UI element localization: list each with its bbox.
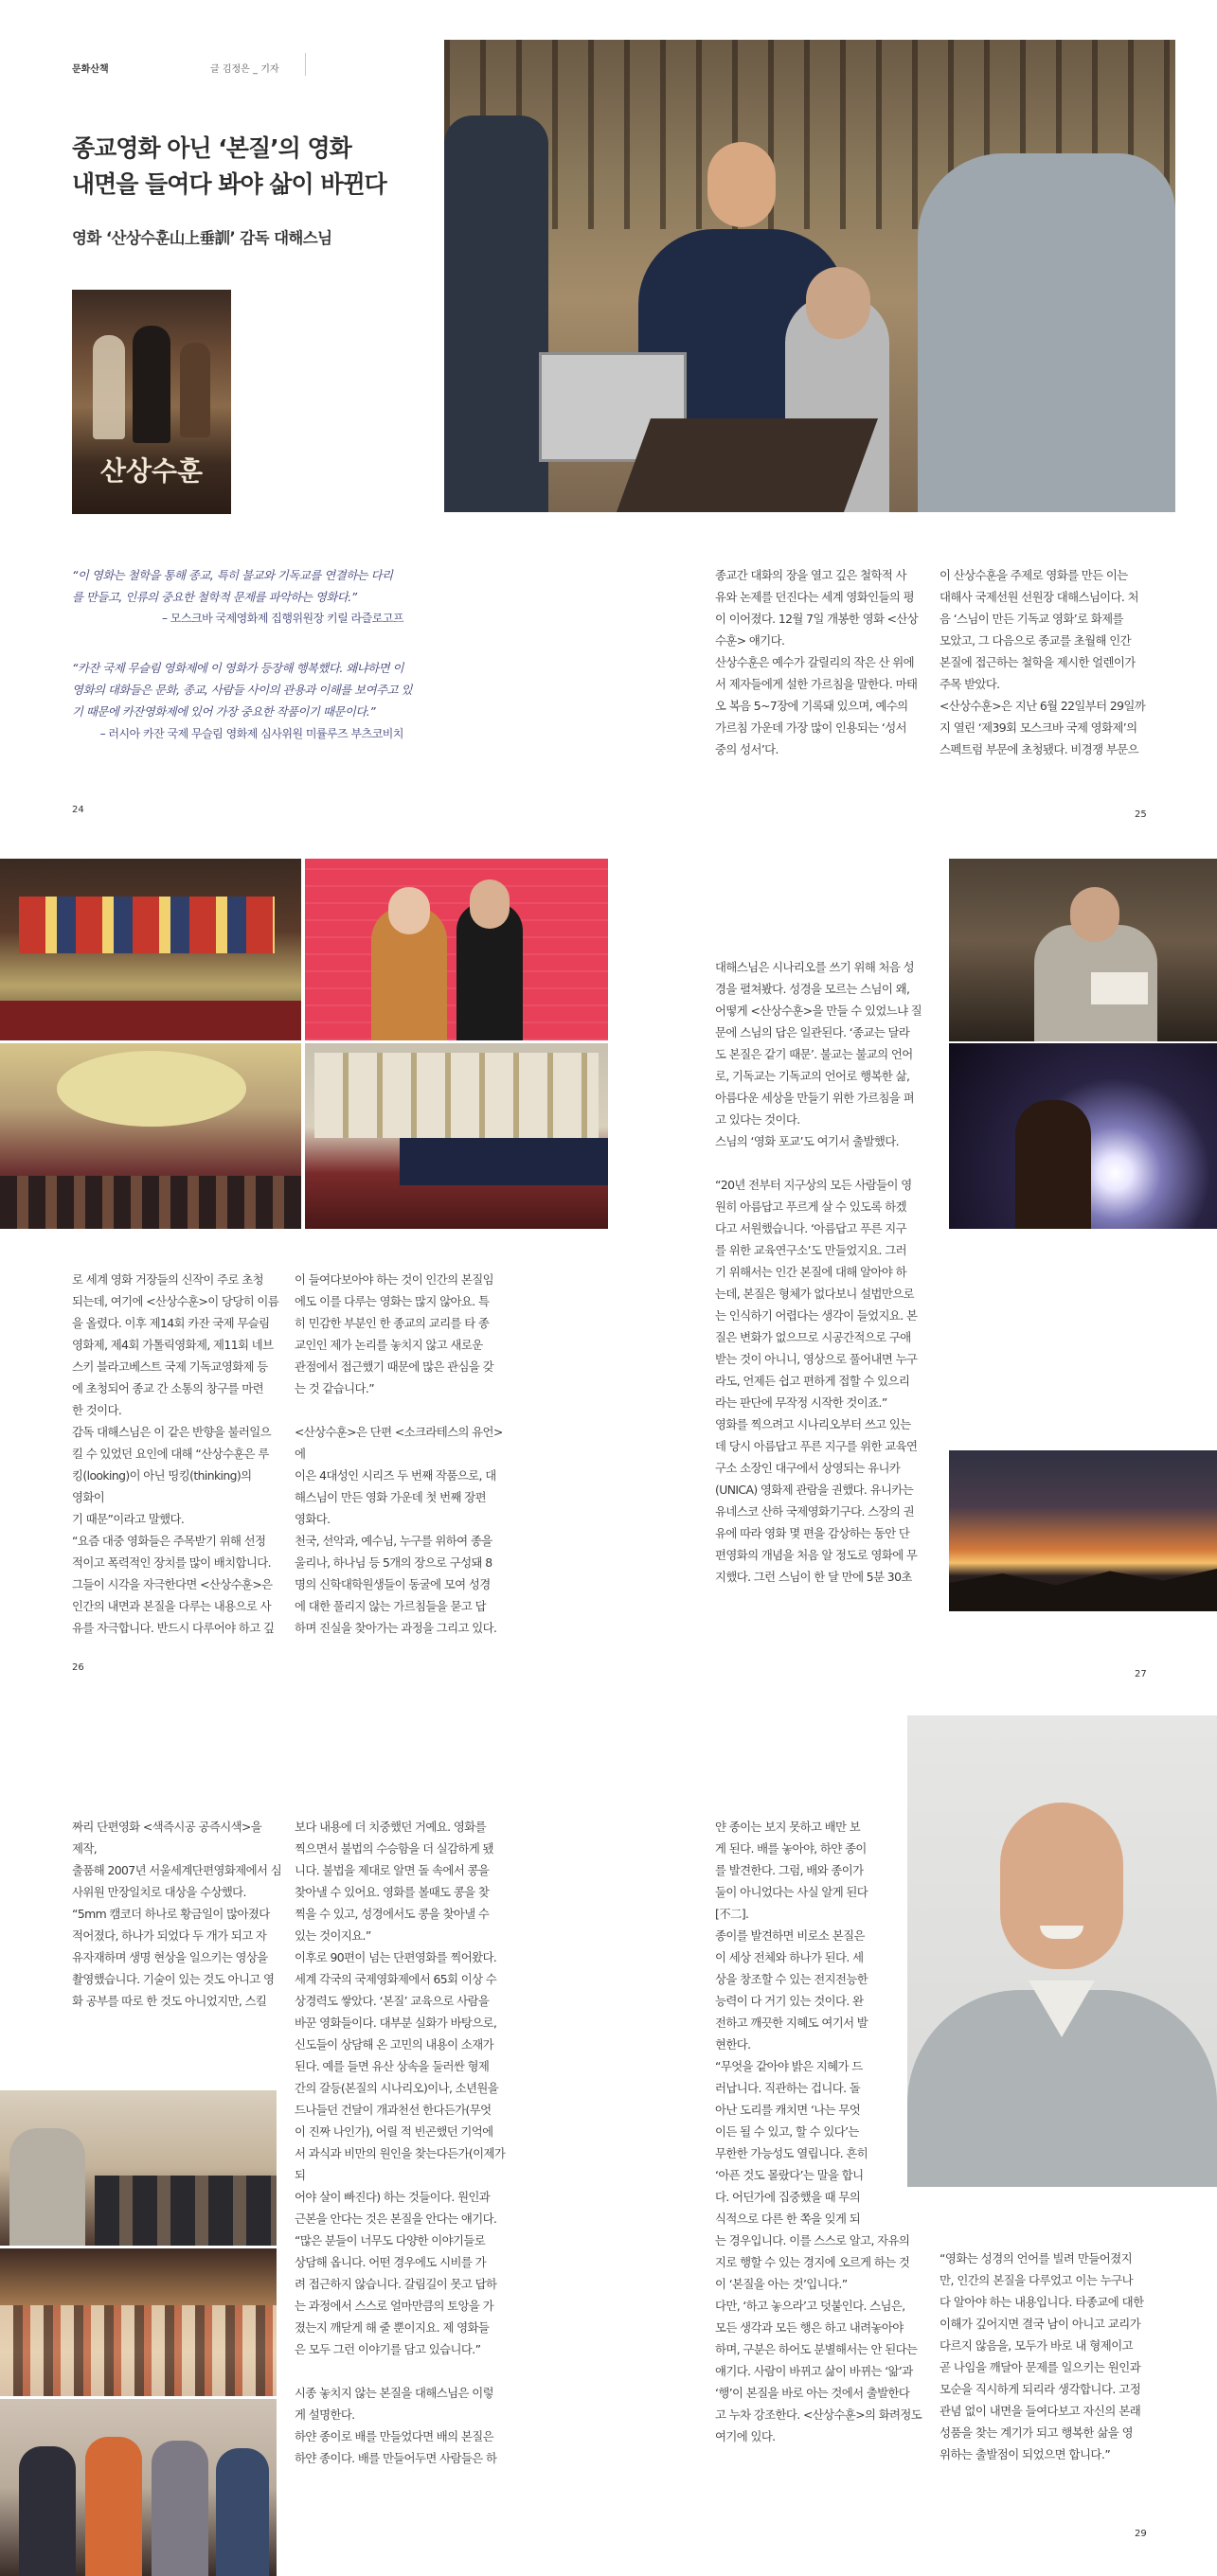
photo-award-group <box>0 2399 277 2576</box>
poster-title: 산상수훈 <box>99 455 204 487</box>
p29-pull-quote: “영화는 성경의 언어를 빌려 만들어졌지 만, 인간의 본질을 다루었고 이는 누구나 다 알아야 하는 내용입니다. 타종교에 대한 이해가 깊어지면 결국 남이 아니고 교리가 다르지 않음을, 모두가 바로 내 형제이고 곧 나임을 깨달아 문제를 일으키는 원인과 모순을 직시하게 되리라 생각합니다. 고정 관념 없이 내면을 들여다보고 자신의 본래 성품을 찾는 계기가 되고 행복한 삶을 영 위하는 출발점이 되었으면 합니다.” <box>940 2251 1144 2461</box>
headline-line-2: 내면을 들여다 봐야 삶이 바뀐다 <box>72 170 386 198</box>
photo-sunset <box>949 1450 1217 1611</box>
photo-theater-lobby <box>0 859 301 1040</box>
photo-portrait-monk <box>907 1715 1217 2187</box>
byline-name: 김정은 <box>222 64 250 75</box>
lobby-floor <box>0 1001 301 1040</box>
page-number-26: 26 <box>72 1662 84 1673</box>
award-person-1 <box>19 2446 76 2576</box>
p28-column-1: 짜리 단편영화 <색즉시공 공즉시색>을 제작, 출품해 2007년 서울세계단편영화제에서 심 사위원 만장일치로 대상을 수상했다. “5mm 캠코더 하나로 황금일이 많아졌다 적어졌다, 하나가 되었다 두 개가 되고 자 유자재하며 생명 현상을 일으키는 영상을 촬영했습니다. 기술이 있는 것도 아니고 영 화 공부를 따로 한 것도 아니었지만, 스킬 <box>72 1820 282 2008</box>
carpet-actor-head <box>470 879 510 929</box>
portrait-smile <box>1040 1926 1083 1939</box>
hall-audience <box>0 1176 301 1229</box>
poster-figure-left <box>93 335 125 439</box>
poster-figure-right <box>180 343 210 437</box>
subhead: 영화 ‘산상수훈山上垂訓’ 감독 대해스님 <box>72 229 332 247</box>
sunset-ridge <box>949 1564 1217 1611</box>
photo-nun-large <box>918 153 1175 512</box>
seminar-monk <box>9 2128 85 2246</box>
page-number-27: 27 <box>1135 1669 1147 1679</box>
header-divider <box>305 53 306 76</box>
photo-man-head <box>707 142 776 227</box>
p29-column-1: 얀 종이는 보지 못하고 배만 보 게 된다. 배를 놓아야, 하얀 종이 를 발견한다. 그럼, 배와 종이가 둘이 아니었다는 사실 알게 된다 [不二]. 종이를 발견하면 비로소 본질은 이 세상 전체와 하나가 된다. 세 상을 창조할 수 있는 전지전능한 능력이 다 거기 있는 것이다. 완 전하고 깨끗한 지혜도 여기서 발 현한다. “무엇을 같아야 밝은 지혜가 드 러납니다. 직관하는 겁니다. 돌 아난 도리를 캐치면 ‘나는 무엇 이든 될 수 있고, 할 수 있다’는 무한한 가능성도 열립니다. 흔히 ‘아픈 것도 몰랐다’는 말을 합니 다. 어딘가에 집중했을 때 무의 식적으로 다른 한 쪽을 잊게 되 는 경우입니다. 이를 스스로 알고, 자유의 지로 행할 수 있는 경지에 오르게 하는 것 이 ‘본질을 아는 것’입니다.” 다만, ‘하고 놓으라’고 덧붙인다. 스님은, 모든 생각과 모든 행은 하고 내려놓아야 하며, 구분은 하어도 분별해서는 안 된다는 얘기다. 사람이 바뀌고 삶이 바뀌는 ‘앎’과 ‘행’이 본질을 바로 아는 것에서 출발한다 고 누차 강조한다. <산상수훈>의 화려정도 여기에 있다. <box>715 1820 922 2443</box>
headline-line-1: 종교영화 아닌 ‘본질’의 영화 <box>72 134 351 162</box>
hero-photo <box>444 40 1175 512</box>
headline <box>72 131 386 203</box>
p25-column-2: 이 산상수훈을 주제로 영화를 만든 이는 대해사 국제선원 선원장 대해스님이다. 처 음 ‘스님이 만든 기독교 영화’로 화제를 모았고, 그 다음으로 종교를 초월해 인간 본질에 접근하는 철학을 제시한 얼렌이가 주목 받았다. <산상수훈>은 지난 6월 22일부터 29일까 지 열린 ‘제39회 모스크바 국제 영화제’의 스펙트럼 부문에 초청됐다. 비경쟁 부문으 <box>940 568 1146 756</box>
hall-crowd <box>0 2305 277 2396</box>
page-number-24: 24 <box>72 805 84 815</box>
p28-column-2: 보다 내용에 더 치중했던 거예요. 영화를 찍으면서 불법의 수승함을 더 실감하게 됐 니다. 불법을 제대로 알면 돌 속에서 콩을 찾아낼 수 있어요. 영화를 볼때도 콩을 찾 찍을 수 있고, 성경에서도 콩을 찾아낼 수 있는 것이지요.” 이후로 90편이 넘는 단편영화를 찍어왔다. 세계 각국의 국제영화제에서 65회 이상 수 상경력도 쌓았다. ‘본질’ 교육으로 사람을 바꾼 영화들이다. 대부분 실화가 바탕으로, 신도들이 상담해 온 고민의 내용이 소재가 된다. 예를 들면 유산 상속을 둘러싼 형제 간의 갈등(본질의 시나리오)이나, 소년원을 드나들던 건달이 개과천선 한다든가(무엇 이 진짜 나인가), 어릴 적 빈곤했던 기억에 서 과식과 비만의 원인을 찾는다든가(이제가 되 어야 살이 빠진다) 하는 것들이다. 원인과 근본을 안다는 것은 본질을 안다는 얘기다. “많은 분들이 너무도 다양한 이야기들로 상담해 옵니다. 어떤 경우에도 시비를 가 려 접근하지 않습니다. 갈림길이 못고 답하 는 과정에서 스스로 얼마만큼의 토앙을 가 졌는지 깨닫게 해 줄 뿐이지요. 제 영화들 은 모두 그런 이야기를 담고 있습니다.” 시종 놓치지 않는 본질을 대해스님은 이렇 게 설명한다. 하얀 종이로 배를 만들었다면 배의 본질은 하얀 종이다. 배를 만들어두면 사람들은 하 <box>295 1820 506 2465</box>
hall-screen <box>57 1051 246 1127</box>
p27-column-1: 대해스님은 시나리오를 쓰기 위해 처음 성 경을 펼쳐봤다. 성경을 모르는 스님이 왜, 어떻게 <산상수훈>을 만들 수 있었느냐 질 문에 스님의 답은 일관된다. ‘종교는 달라 도 본질은 같기 때문’. 불교는 불교의 언어 로, 기독교는 기독교의 언어로 행복한 삶, 아름다운 세상을 만들기 위한 가르침을 펴 고 있다는 것이다. 스님의 ‘영화 포교’도 여기서 출발했다. “20년 전부터 지구상의 모든 사람들이 영 원히 아름답고 푸르게 살 수 있도록 하겠 다고 서원했습니다. ‘아름답고 푸른 지구 를 위한 교육연구소’도 만들었지요. 그러 기 위해서는 인간 본질에 대해 알아야 하 는데, 본질은 형체가 없다보니 설법만으로 는 인식하기 어렵다는 생각이 들었지요. 본 질은 변화가 없으므로 시공간적으로 구애 받는 것이 아니니, 영상으로 풀어내면 누구 라도, 언제든 쉽고 편하게 접할 수 있으리 라는 판단에 무작정 시작한 것이죠.” 영화를 찍으려고 시나리오부터 쓰고 있는 데 당시 아름답고 푸른 지구를 위한 교육연 구소 소장인 대구에서 상영되는 유니카 (UNICA) 영화제 관람을 권했다. 유니카는 유네스코 산하 국제영화기구다. 스장의 권 유에 따라 영화 몇 편을 감상하는 동안 단 편영화의 개념을 처음 알 정도로 영화에 무 지했다. 그런 스님이 한 달 만에 5분 30초 <box>715 960 922 1584</box>
award-person-3 <box>152 2441 208 2576</box>
poster-figure-center <box>133 326 170 443</box>
section-label: 문화산책 <box>72 64 109 75</box>
portrait-head <box>1000 1803 1123 1969</box>
page-number-29: 29 <box>1135 2529 1147 2539</box>
seminar-attendees <box>95 2176 277 2246</box>
quote-1: “이 영화는 철학을 통해 종교, 특히 불교와 기독교를 연결하는 다리 를 만들고, 인류의 중요한 철학적 문제를 파악하는 영화다.” <box>72 568 393 604</box>
photo-seminar-room <box>0 2090 277 2246</box>
p26-column-1: 로 세계 영화 거장들의 신작이 주로 초청 되는데, 여기에 <산상수훈>이 당당히 이름 을 올렸다. 이후 제14회 카잔 국제 무슬림 영화제, 제4회 가톨릭영화제, 제11회 네브 스키 블라고베스트 국제 기독교영화제 등 에 초청되어 종교 간 소통의 창구를 마련 한 것이다. 감독 대해스님은 이 같은 반향을 불러일으 킬 수 있었던 요인에 대해 “산상수훈은 루 킹(looking)이 아닌 띵킹(thinking)의 영화이 기 때문”이라고 말했다. “요즘 대중 영화들은 주목받기 위해 선정 적이고 폭력적인 장치를 많이 배치합니다. 그들이 시각을 자극한다면 <산상수훈>은 인간의 내면과 본질을 다루는 내용으로 사 유를 자극합니다. 반드시 다루어야 하고 깊 <box>72 1272 279 1635</box>
page-number-25: 25 <box>1135 809 1147 820</box>
photo-audience-hall <box>0 2248 277 2396</box>
movie-poster <box>72 290 231 514</box>
byline <box>210 61 279 75</box>
reading-paper <box>1091 972 1148 1004</box>
photo-monk-reading <box>949 859 1217 1041</box>
p26-column-2: 이 들여다보아야 하는 것이 인간의 본질임 에도 이를 다루는 영화는 많지 않아요. 특 히 민감한 부분인 한 종교의 교리를 타 종 교인인 제가 논리를 놓치지 않고 새로운 관점에서 접근했기 때문에 많은 관심을 갖 는 것 같습니다.” <산상수훈>은 단편 <소크라테스의 유언>에 이은 4대성인 시리즈 두 번째 작품으로, 대 해스님이 만든 영화 가운데 첫 번째 장편 영화다. 천국, 선악과, 예수님, 누구를 위하여 종을 울리나, 하나님 등 5개의 장으로 구성돼 8 명의 신학대학원생들이 동굴에 모여 성경 에 대한 풀리지 않는 가르침들을 묻고 답 하며 진실을 찾아가는 과정을 그리고 있다. <box>295 1272 503 1635</box>
award-person-4 <box>216 2448 269 2576</box>
quote-2: “카잔 국제 무슬림 영화제에 이 영화가 등장해 행복했다. 왜냐하면 이 영화의 대화들은 문화, 종교, 사람들 사이의 관용과 이해를 보여주고 있 기 때문에 카잔영화제에 있어 가장 중요한 작품이기 때문이다.” <box>72 661 412 719</box>
conf-backdrop <box>314 1053 599 1138</box>
photo-person-left <box>444 115 548 512</box>
byline-role: _ 기자 <box>253 64 279 75</box>
photo-foreground-case <box>617 418 878 512</box>
carpet-monk-head <box>388 887 430 934</box>
quote-2-source: – 러시아 카잔 국제 무슬림 영화제 심사위원 미률루즈 부츠코비치 <box>99 727 403 740</box>
photo-screening-hall <box>0 1043 301 1229</box>
conf-table <box>400 1138 608 1185</box>
photo-red-carpet <box>305 859 608 1040</box>
night-figure <box>1015 1100 1091 1229</box>
quote-1-source: – 모스크바 국제영화제 집행위원장 키릴 라즐로고프 <box>161 612 403 625</box>
p25-column-1: 종교간 대화의 장을 열고 깊은 철학적 사 유와 논제를 던진다는 세계 영화인들의 평 이 이어졌다. 12월 7일 개봉한 영화 <산상 수훈> 얘기다. 산상수훈은 예수가 갈릴리의 작은 산 위에 서 제자들에게 설한 가르침을 말한다. 마태 오 복음 5~7장에 기록돼 있으며, 예수의 가르침 가운데 가장 많이 인용되는 ‘성서 중의 성서’다. <box>715 568 919 756</box>
lobby-posters <box>19 897 275 953</box>
byline-prefix: 글 <box>210 64 220 75</box>
photo-press-conference <box>305 1043 608 1229</box>
reading-monk-head <box>1070 887 1119 942</box>
photo-night-light <box>949 1043 1217 1229</box>
award-person-2 <box>85 2437 142 2576</box>
photo-nun-small-head <box>806 267 870 339</box>
